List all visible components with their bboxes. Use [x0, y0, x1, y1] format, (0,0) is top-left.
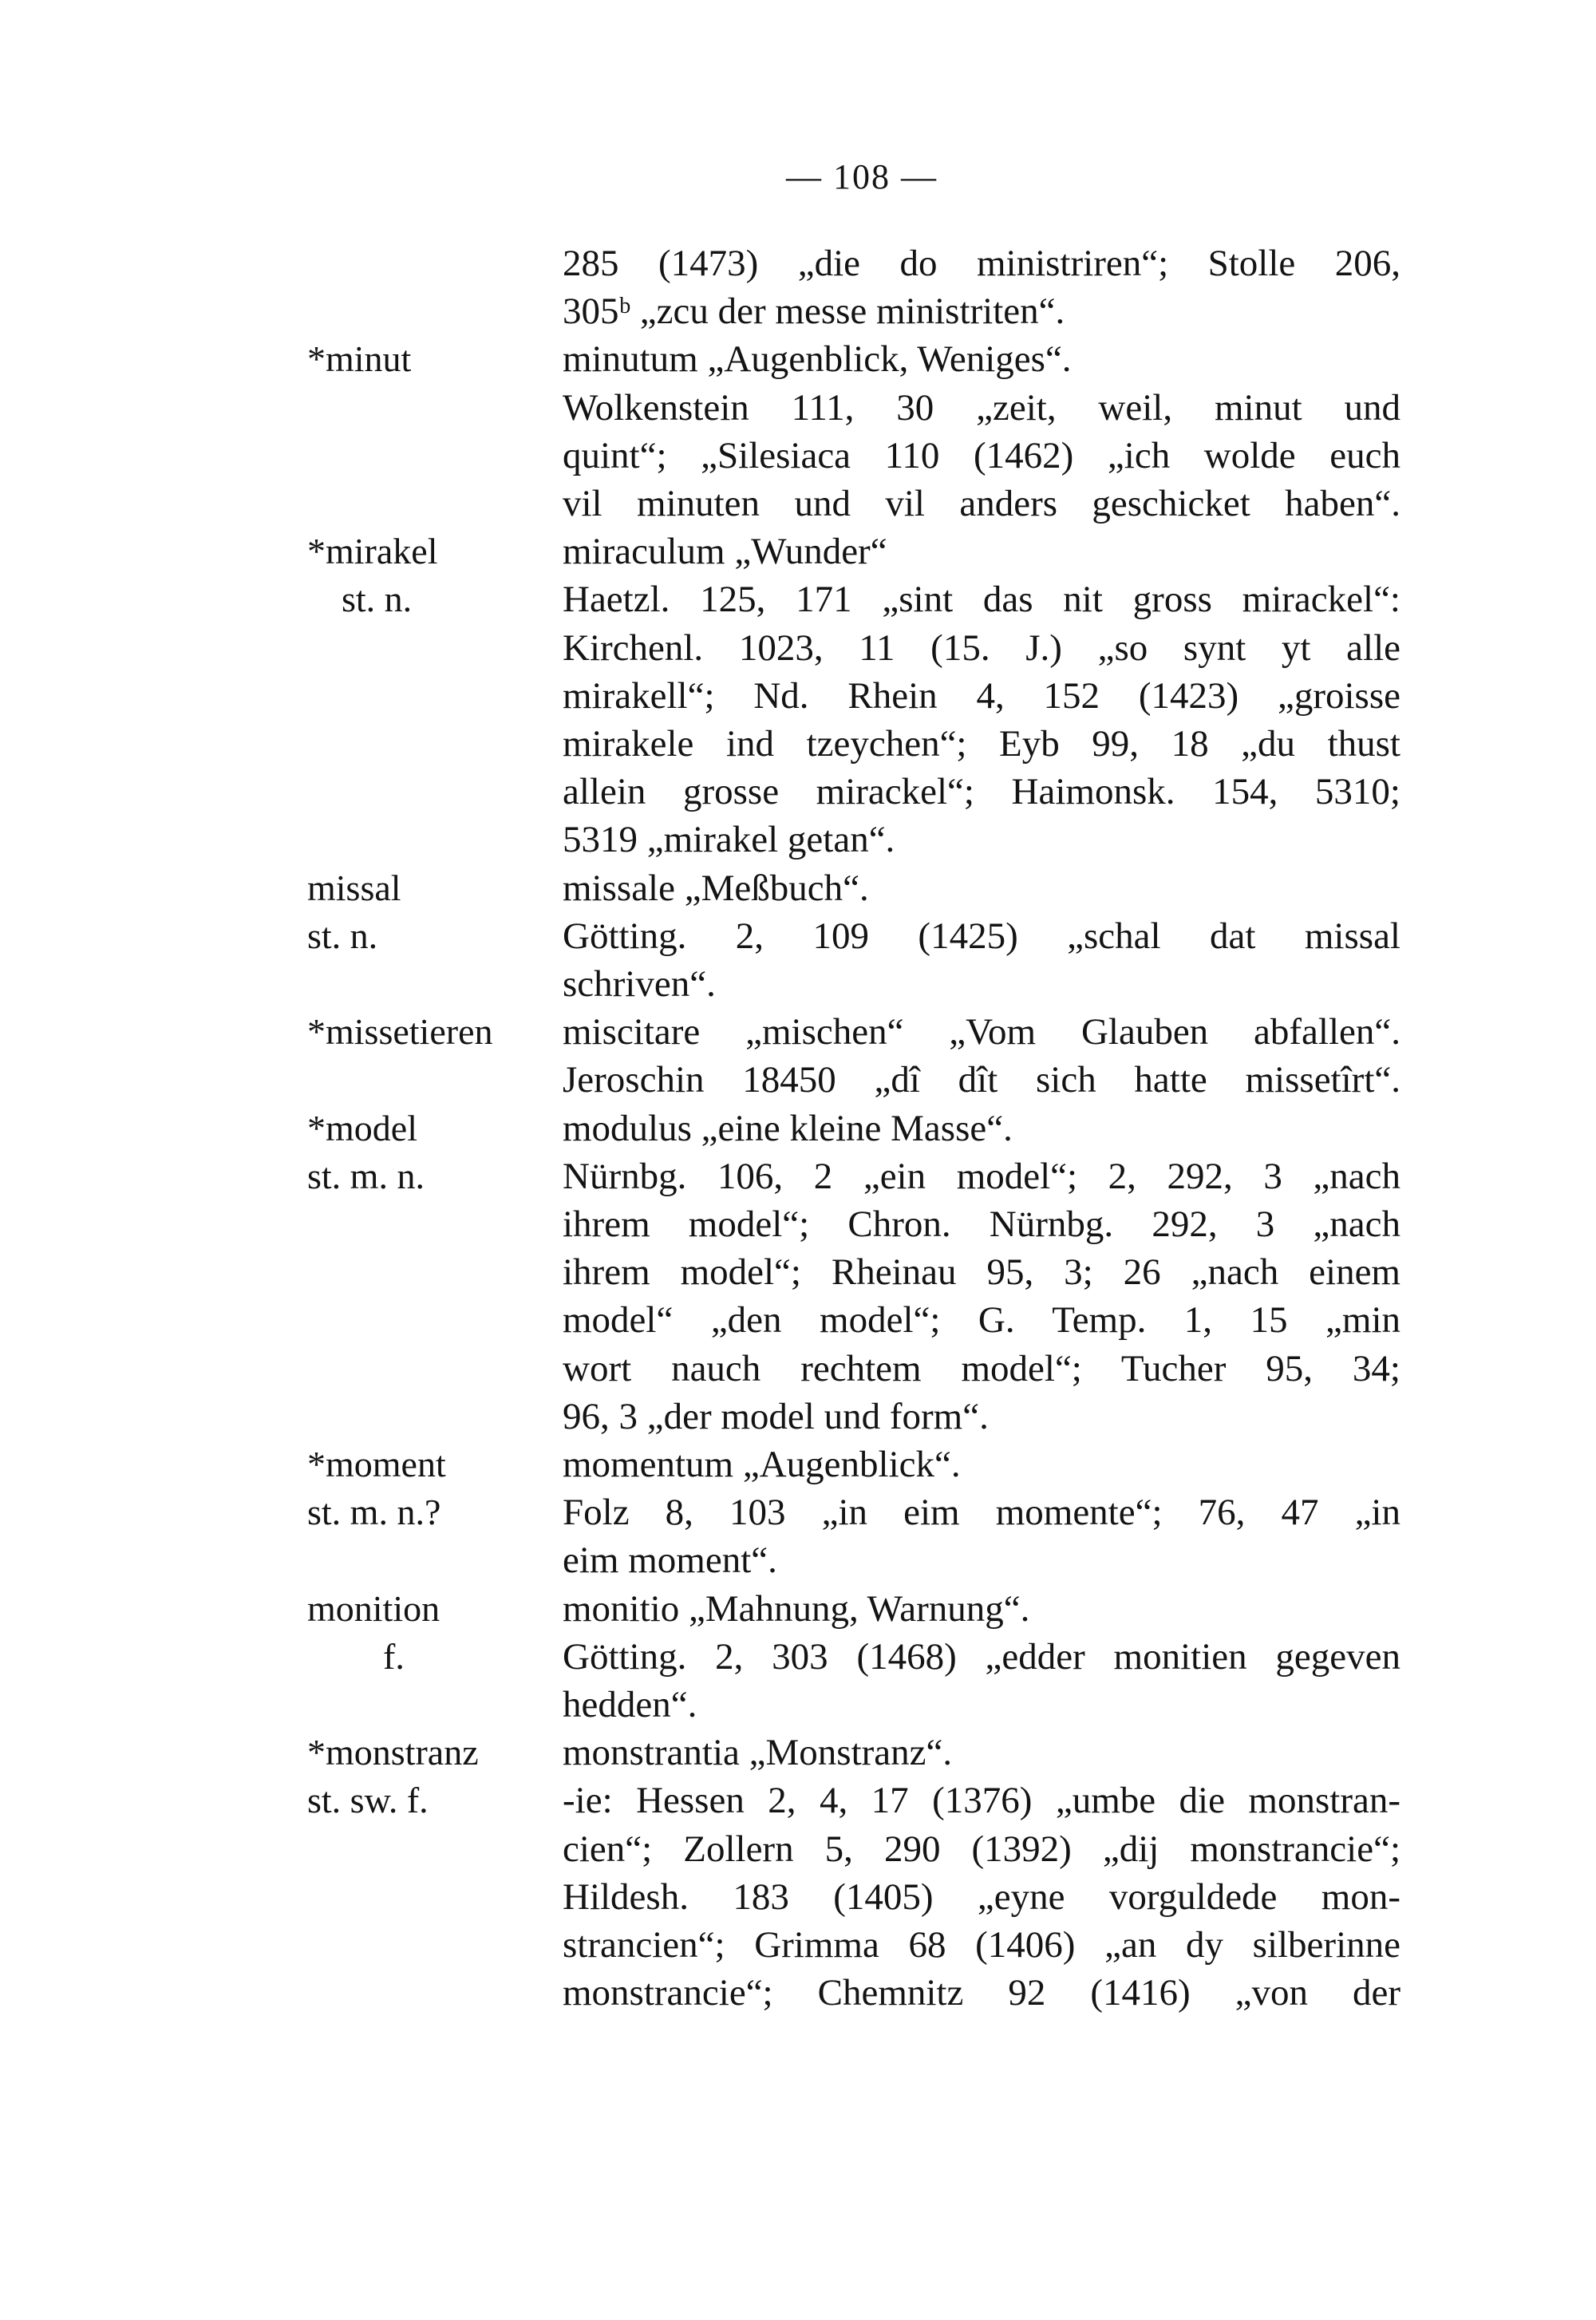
entry-text: Haetzl. 125, 171 „sint das nit gross mirackel“:	[563, 579, 1400, 621]
entry-line	[0, 672, 1596, 720]
entry-line	[0, 1777, 1596, 1824]
entry-text: strancien“; Grimma 68 (1406) „an dy silberinne	[563, 1924, 1400, 1966]
headword: *moment	[307, 1444, 446, 1484]
entry-line	[0, 864, 1596, 912]
entry-line	[0, 720, 1596, 768]
entry-text: ihrem model“; Rheinau 95, 3; 26 „nach einem	[563, 1251, 1400, 1294]
entry-text: model“ „den model“; G. Temp. 1, 15 „min	[563, 1299, 1400, 1342]
entry-text: allein grosse mirackel“; Haimonsk. 154, 5310;	[563, 771, 1400, 813]
headword: *minut	[307, 338, 412, 380]
entry-text: 285 (1473) „die do ministriren“; Stolle 206,	[563, 243, 1400, 284]
entry-line	[0, 1633, 1596, 1681]
entry-line	[0, 1152, 1596, 1200]
entry-line	[0, 912, 1596, 960]
page-number: — 108 —	[786, 157, 938, 196]
entry-text: Kirchenl. 1023, 11 (15. J.) „so synt yt alle	[563, 626, 1400, 669]
entry-text: wort nauch rechtem model“; Tucher 95, 34;	[563, 1347, 1400, 1389]
entry-text: miscitare „mischen“ „Vom Glauben abfallen“.	[563, 1011, 1400, 1053]
headword: monition	[307, 1587, 440, 1629]
headword: f.	[383, 1635, 405, 1677]
entry-line	[0, 528, 1596, 575]
entry-text: 96, 3 „der model und form“.	[563, 1395, 989, 1437]
entry-text: Wolkenstein 111, 30 „zeit, weil, minut und	[563, 386, 1400, 429]
entry-text: 5319 „mirakel getan“.	[563, 819, 895, 861]
entry-text: hedden“.	[563, 1684, 697, 1725]
entry-line	[0, 1056, 1596, 1104]
entry-text: ihrem model“; Chron. Nürnbg. 292, 3 „nach	[563, 1203, 1400, 1245]
entry-text: quint“; „Silesiaca 110 (1462) „ich wolde euch	[563, 434, 1400, 476]
entry-text: monstrantia „Monstranz“.	[563, 1732, 953, 1774]
entry-text: modulus „eine kleine Masse“.	[563, 1107, 1013, 1149]
headword: st. n.	[307, 915, 378, 956]
entry-line	[0, 624, 1596, 672]
entry-line	[0, 575, 1596, 623]
entry-line	[0, 1345, 1596, 1393]
entry-line	[0, 1008, 1596, 1056]
headword: *monstranz	[307, 1732, 479, 1773]
entry-line	[0, 1585, 1596, 1633]
entry-text: monitio „Mahnung, Warnung“.	[563, 1587, 1030, 1630]
entry-text: 305ᵇ „zcu der messe ministriten“.	[563, 290, 1065, 333]
entry-line	[0, 1825, 1596, 1873]
entry-text: eim moment“.	[563, 1539, 777, 1582]
entry-text: missale „Meßbuch“.	[563, 867, 869, 909]
headword: st. m. n.?	[307, 1492, 441, 1533]
entry-text: cien“; Zollern 5, 290 (1392) „dij monstrancie“;	[563, 1828, 1400, 1870]
headword: *model	[307, 1107, 417, 1148]
entry-line	[0, 768, 1596, 816]
entry-line	[0, 384, 1596, 432]
entry-text: minutum „Augenblick, Weniges“.	[563, 338, 1072, 381]
entry-line	[0, 1248, 1596, 1296]
entry-line	[0, 816, 1596, 864]
headword: missal	[307, 867, 401, 908]
entry-line	[0, 287, 1596, 335]
entry-line	[0, 1105, 1596, 1152]
entry-text: -ie: Hessen 2, 4, 17 (1376) „umbe die monstran-	[563, 1780, 1400, 1822]
entry-line	[0, 432, 1596, 480]
headword: *missetieren	[307, 1011, 493, 1053]
entry-text: Folz 8, 103 „in eim momente“; 76, 47 „in	[563, 1492, 1400, 1534]
entry-line	[0, 239, 1596, 287]
entry-line	[0, 1296, 1596, 1344]
entry-text: Hildesh. 183 (1405) „eyne vorguldede mon-	[563, 1875, 1400, 1918]
entry-line	[0, 960, 1596, 1008]
headword: st. sw. f.	[307, 1780, 429, 1821]
entry-line	[0, 1681, 1596, 1729]
entry-text: momentum „Augenblick“.	[563, 1444, 961, 1485]
entry-text: Götting. 2, 303 (1468) „edder monitien gegeven	[563, 1635, 1400, 1678]
entry-line	[0, 1969, 1596, 2017]
entry-line	[0, 1536, 1596, 1584]
entry-line	[0, 335, 1596, 383]
entry-line	[0, 1393, 1596, 1441]
headword: *mirakel	[307, 531, 438, 572]
entry-text: monstrancie“; Chemnitz 92 (1416) „von der	[563, 1972, 1400, 2014]
entry-line	[0, 1873, 1596, 1921]
entry-line	[0, 1441, 1596, 1488]
entry-line	[0, 480, 1596, 528]
entry-line	[0, 1921, 1596, 1969]
entry-text: miraculum „Wunder“	[563, 531, 887, 573]
entry-text: Götting. 2, 109 (1425) „schal dat missal	[563, 915, 1400, 957]
headword: st. n.	[342, 579, 413, 620]
entry-text: vil minuten und vil anders geschicket haben“.	[563, 483, 1400, 524]
entry-line	[0, 1488, 1596, 1536]
entry-text: mirakele ind tzeychen“; Eyb 99, 18 „du thust	[563, 723, 1400, 765]
entry-line	[0, 1729, 1596, 1777]
headword: st. m. n.	[307, 1155, 425, 1196]
entry-text: schriven“.	[563, 963, 716, 1005]
entry-line	[0, 1200, 1596, 1248]
entry-text: mirakell“; Nd. Rhein 4, 152 (1423) „groisse	[563, 674, 1400, 717]
entry-text: Jeroschin 18450 „dî dît sich hatte missetîrt“.	[563, 1059, 1400, 1101]
entry-text: Nürnbg. 106, 2 „ein model“; 2, 292, 3 „nach	[563, 1155, 1400, 1197]
